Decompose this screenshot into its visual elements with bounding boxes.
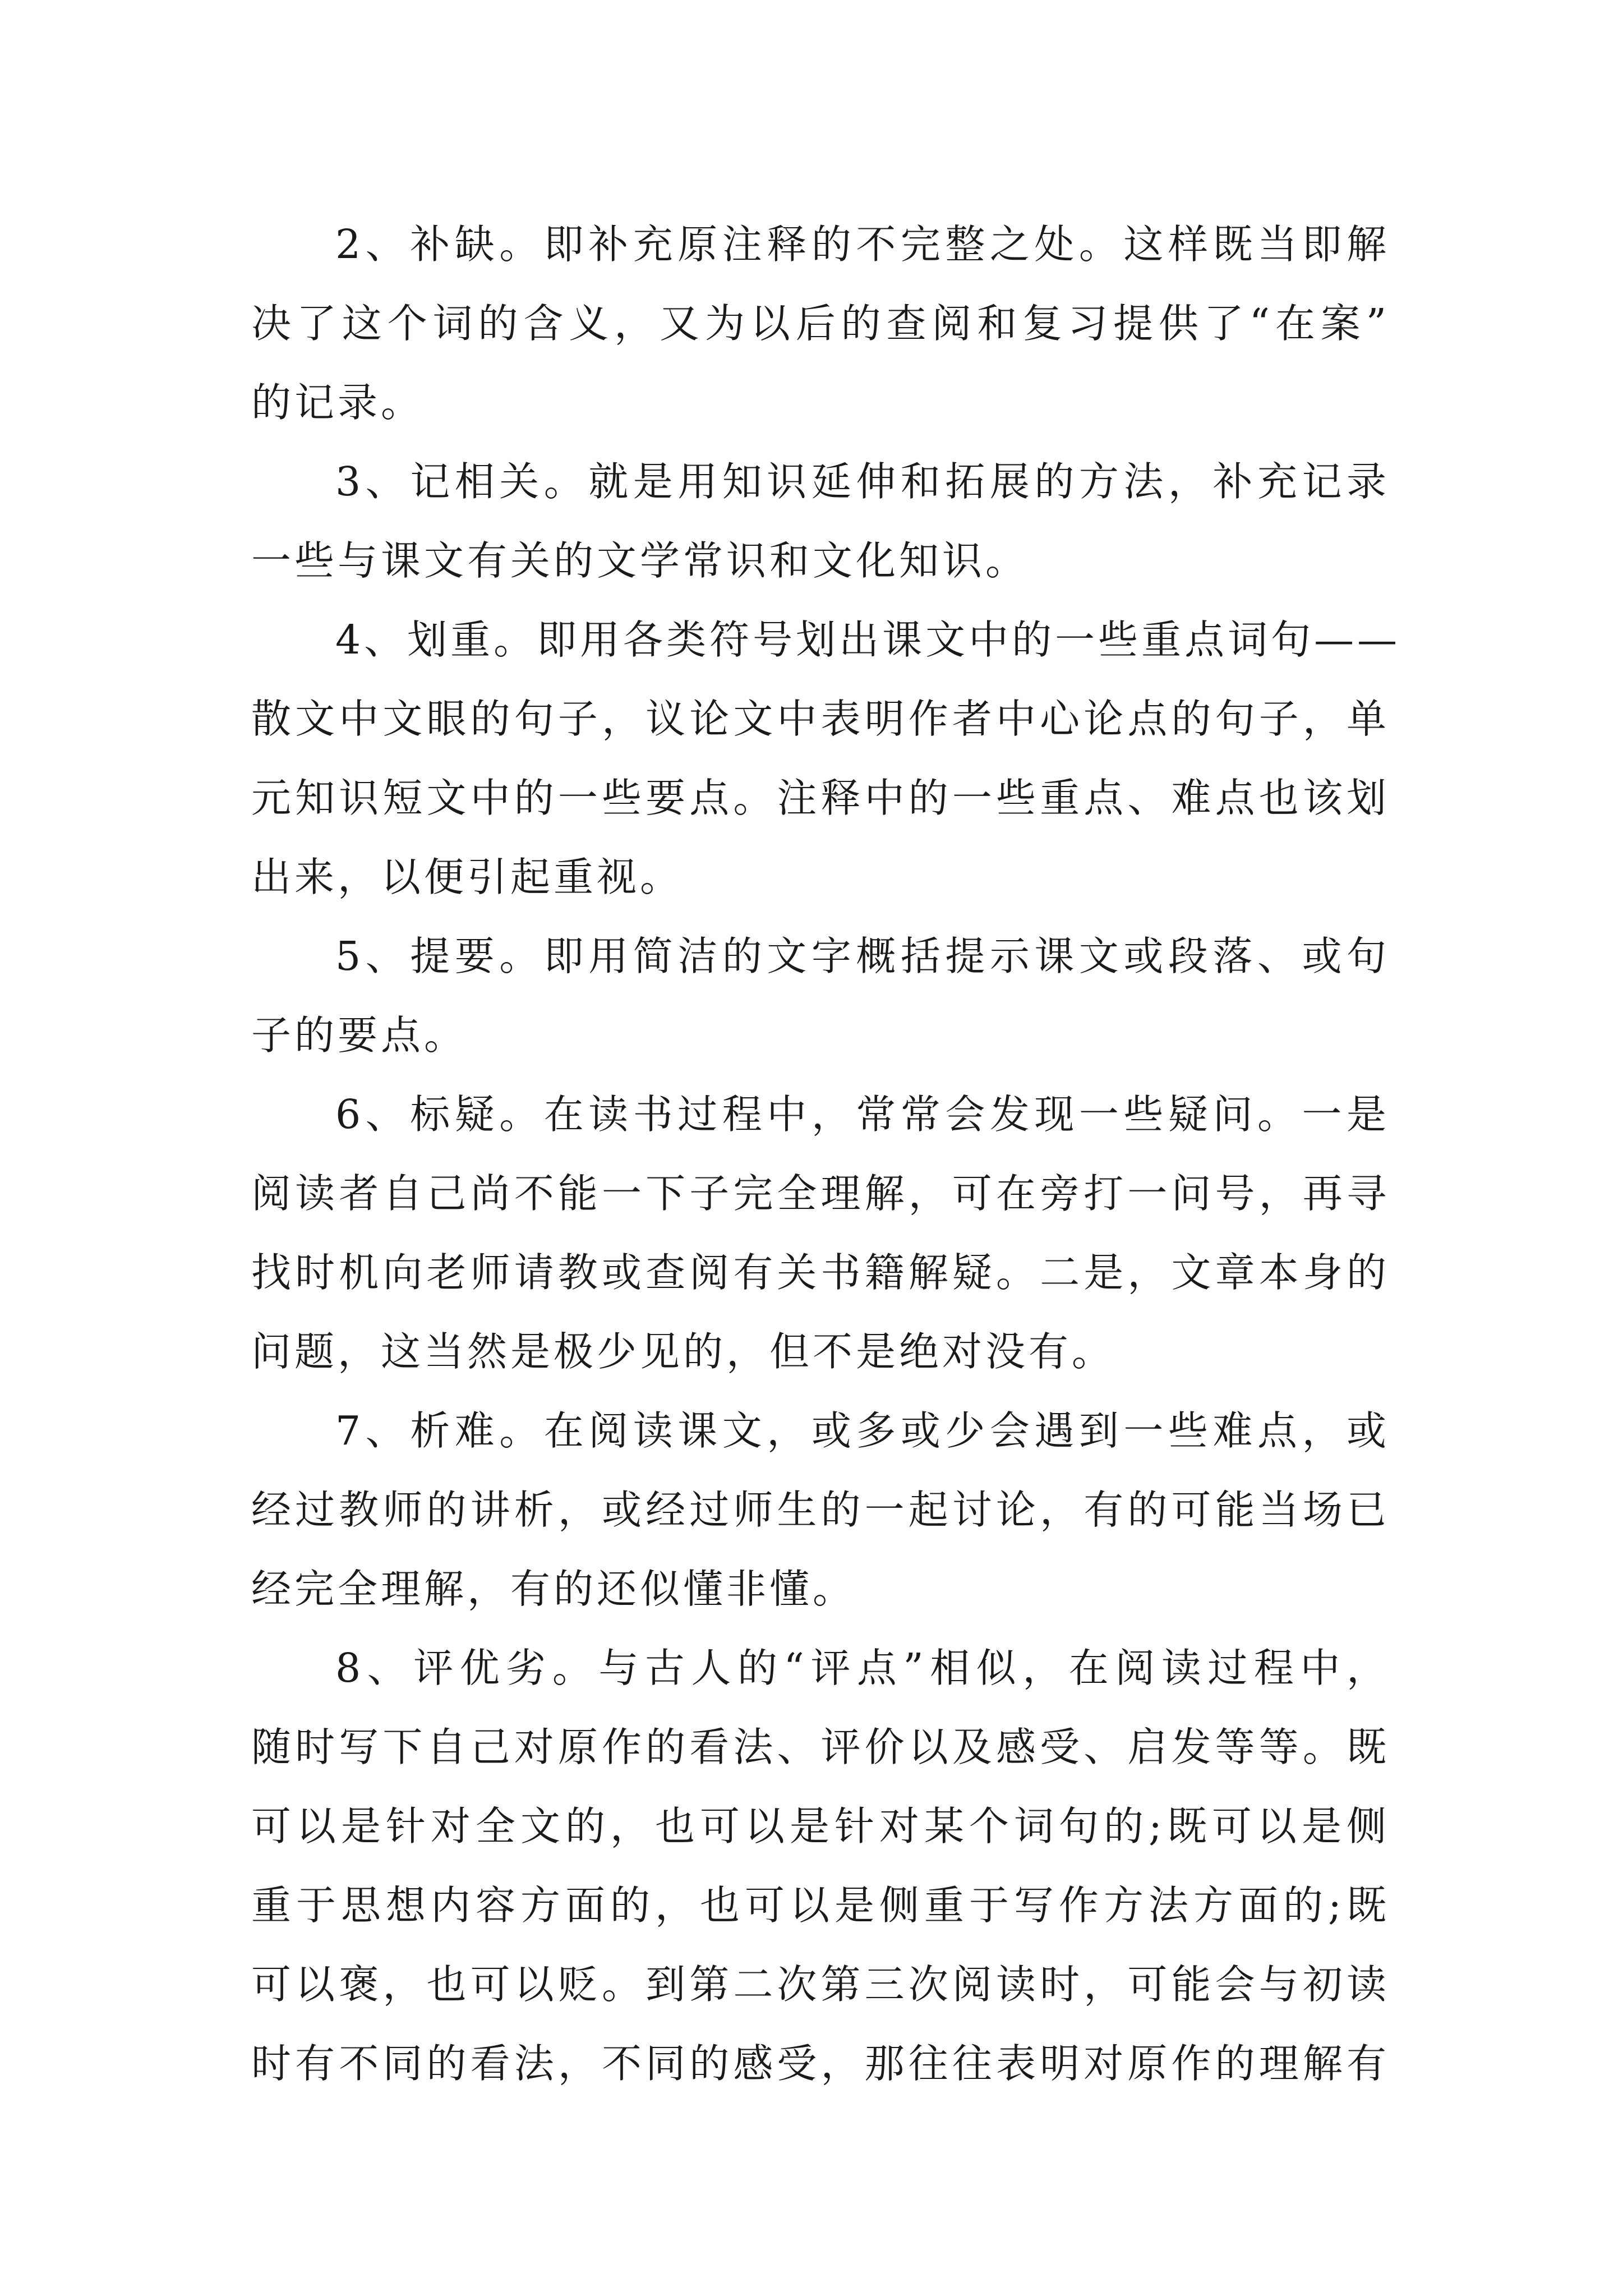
text-line: 一些与课文有关的文学常识和文化知识。 bbox=[251, 537, 1029, 584]
paragraph-3 bbox=[251, 442, 1390, 600]
text-line: 出来，以便引起重视。 bbox=[251, 854, 684, 900]
text-line: 决了这个词的含义，又为以后的查阅和复习提供了“在案” bbox=[251, 300, 1390, 347]
text-line: 子的要点。 bbox=[251, 1012, 468, 1059]
text-line: 可以是针对全文的，也可以是针对某个词句的;既可以是侧 bbox=[251, 1803, 1390, 1849]
text-line: 7、析难。在阅读课文，或多或少会遇到一些难点，或 bbox=[335, 1407, 1390, 1454]
text-line: 可以褒，也可以贬。到第二次第三次阅读时，可能会与初读 bbox=[251, 1961, 1390, 2008]
text-line: 3、记相关。就是用知识延伸和拓展的方法，补充记录 bbox=[335, 458, 1390, 505]
paragraph-2 bbox=[251, 205, 1390, 442]
text-line: 重于思想内容方面的，也可以是侧重于写作方法方面的;既 bbox=[251, 1882, 1390, 1929]
text-line: 6、标疑。在读书过程中，常常会发现一些疑问。一是 bbox=[335, 1091, 1390, 1138]
document-body bbox=[251, 205, 1401, 2103]
text-line: 随时写下自己对原作的看法、评价以及感受、启发等等。既 bbox=[251, 1724, 1390, 1770]
text-line: 元知识短文中的一些要点。注释中的一些重点、难点也该划 bbox=[251, 775, 1390, 821]
text-line: 4、划重。即用各类符号划出课文中的一些重点词句—— bbox=[335, 616, 1401, 663]
text-line: 5、提要。即用简洁的文字概括提示课文或段落、或句 bbox=[335, 933, 1390, 979]
text-line: 阅读者自己尚不能一下子完全理解，可在旁打一问号，再寻 bbox=[251, 1170, 1390, 1217]
text-line: 经过教师的讲析，或经过师生的一起讨论，有的可能当场已 bbox=[251, 1487, 1390, 1533]
text-line: 时有不同的看法，不同的感受，那往往表明对原作的理解有 bbox=[251, 2040, 1390, 2087]
text-line: 经完全理解，有的还似懂非懂。 bbox=[251, 1566, 856, 1612]
paragraph-8 bbox=[251, 1628, 1390, 2103]
paragraph-6 bbox=[251, 1075, 1390, 1391]
paragraph-5 bbox=[251, 917, 1390, 1075]
text-line: 问题，这当然是极少见的，但不是绝对没有。 bbox=[251, 1328, 1115, 1375]
text-line: 找时机向老师请教或查阅有关书籍解疑。二是，文章本身的 bbox=[251, 1249, 1390, 1296]
paragraph-7 bbox=[251, 1391, 1390, 1628]
paragraph-4 bbox=[251, 600, 1401, 917]
text-line: 散文中文眼的句子，议论文中表明作者中心论点的句子，单 bbox=[251, 696, 1390, 742]
text-line: 2、补缺。即补充原注释的不完整之处。这样既当即解 bbox=[335, 221, 1390, 268]
text-line: 8、评优劣。与古人的“评点”相似，在阅读过程中， bbox=[335, 1645, 1390, 1691]
text-line: 的记录。 bbox=[251, 379, 425, 426]
